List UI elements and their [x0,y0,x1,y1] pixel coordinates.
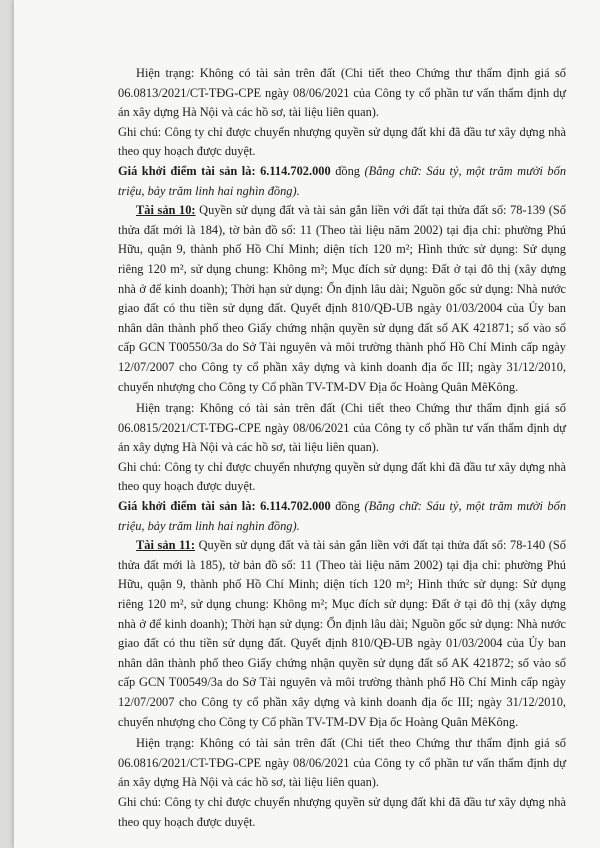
starting-price-2 [118,497,566,536]
starting-price-1 [118,162,566,201]
asset-11-text: Quyền sử dụng đất và tài sản gắn liền với đất tại thửa đất số: 78-140 (Số thửa đất mới là 185), tờ bản đồ số: 11 (Theo tài liệu năm 2002) tại địa chỉ: phường Phú Hữu, quận 9, thành phố Hồ Chí Minh; diện tích 120 m²; Hình thức sử dụng: Sử dụng riêng 120 m², sử dụng chung: Không m²; Mục đích sử dụng: Đất ở tại đô thị (xây dựng nhà ở để kinh doanh); Thời hạn sử dụng: Ổn định lâu dài; Nguồn gốc sử dụng: Nhà nước giao đất có thu tiền sử dụng đất. Quyết định 810/QĐ-UB ngày 01/03/2004 của Ủy ban nhân dân thành phố theo Giấy chứng nhận quyền sử dụng đất số AK 421872; số vào sổ cấp GCN T00549/3a do Sở Tài nguyên và môi trường thành phố Hồ Chí Minh cấp ngày 12/07/2007 cho Công ty cổ phần xây dựng và kinh doanh địa ốc III; ngày 31/12/2010, chuyển nhượng cho Công ty Cổ phần TV-TM-DV Địa ốc Hoàng Quân MêKông. [118,538,566,729]
document-body [118,64,566,832]
status-paragraph-3: Hiện trạng: Không có tài sản trên đất (Chi tiết theo Chứng thư thẩm định giá số 06.0816/2021/CT-TĐG-CPE ngày 08/06/2021 của Công ty cổ phần tư vấn thẩm định dự án xây dựng Hà Nội và các hồ sơ, tài liệu liên quan). [118,736,566,790]
price-words-1: (Bằng chữ: Sáu tỷ, một trăm mười bốn triệu, bảy trăm linh hai nghìn đồng). [118,163,567,198]
asset-10-label: Tài sản 10: [136,203,196,218]
status-paragraph-1: Hiện trạng: Không có tài sản trên đất (Chi tiết theo Chứng thư thẩm định giá số 06.0813/2021/CT-TĐG-CPE ngày 08/06/2021 của Công ty cổ phần tư vấn thẩm định dự án xây dựng Hà Nội và các hồ sơ, tài liệu liên quan). [118,66,566,120]
status-paragraph-2: Hiện trạng: Không có tài sản trên đất (Chi tiết theo Chứng thư thẩm định giá số 06.0815/2021/CT-TĐG-CPE ngày 08/06/2021 của Công ty cổ phần tư vấn thẩm định dự án xây dựng Hà Nội và các hồ sơ, tài liệu liên quan). [118,401,566,455]
price-words-2: (Bằng chữ: Sáu tỷ, một trăm mười bốn triệu, bảy trăm linh hai nghìn đồng). [118,499,567,533]
asset-11-label: Tài sản 11: [136,538,195,553]
note-paragraph-3: Ghi chú: Công ty chỉ được chuyển nhượng quyền sử dụng đất khi đã đầu tư xây dựng nhà theo quy hoạch được duyệt. [118,794,566,829]
document-page [14,0,600,848]
asset-11-paragraph [118,536,566,732]
price-unit-1: đồng [330,163,365,178]
asset-10-text: Quyền sử dụng đất và tài sản gắn liền với đất tại thửa đất số: 78-139 (Số thửa đất mới là 184), tờ bản đồ số: 11 (Theo tài liệu năm 2002) tại địa chỉ: phường Phú Hữu, quận 9, thành phố Hồ Chí Minh; diện tích 120 m²; Hình thức sử dụng: Sử dụng riêng 120 m², sử dụng chung: Không m²; Mục đích sử dụng: Đất ở tại đô thị (xây dựng nhà ở để kinh doanh); Thời hạn sử dụng: Ổn định lâu dài; Nguồn gốc sử dụng: Nhà nước giao đất có thu tiền sử dụng đất. Quyết định 810/QĐ-UB ngày 01/03/2004 của Ủy ban nhân dân thành phố theo Giấy chứng nhận quyền sử dụng đất số AK 421871; số vào sổ cấp GCN T00550/3a do Sở Tài nguyên và môi trường thành phố Hồ Chí Minh cấp ngày 12/07/2007 cho Công ty cổ phần xây dựng và kinh doanh địa ốc III; ngày 31/12/2010, chuyển nhượng cho Công ty Cổ phần TV-TM-DV Địa ốc Hoàng Quân MêKông. [118,203,566,394]
asset-10-paragraph [118,201,566,397]
note-paragraph-2: Ghi chú: Công ty chỉ được chuyển nhượng quyền sử dụng đất khi đã đầu tư xây dựng nhà theo quy hoạch được duyệt. [118,459,566,494]
price-label-1: Giá khởi điểm tài sản là: 6.114.702.000 [118,163,331,178]
price-label-2: Giá khởi điểm tài sản là: 6.114.702.000 [118,499,331,514]
price-unit-2: đồng [330,499,365,514]
note-paragraph-1: Ghi chú: Công ty chỉ được chuyển nhượng quyền sử dụng đất khi đã đầu tư xây dựng nhà theo quy hoạch được duyệt. [118,124,566,159]
